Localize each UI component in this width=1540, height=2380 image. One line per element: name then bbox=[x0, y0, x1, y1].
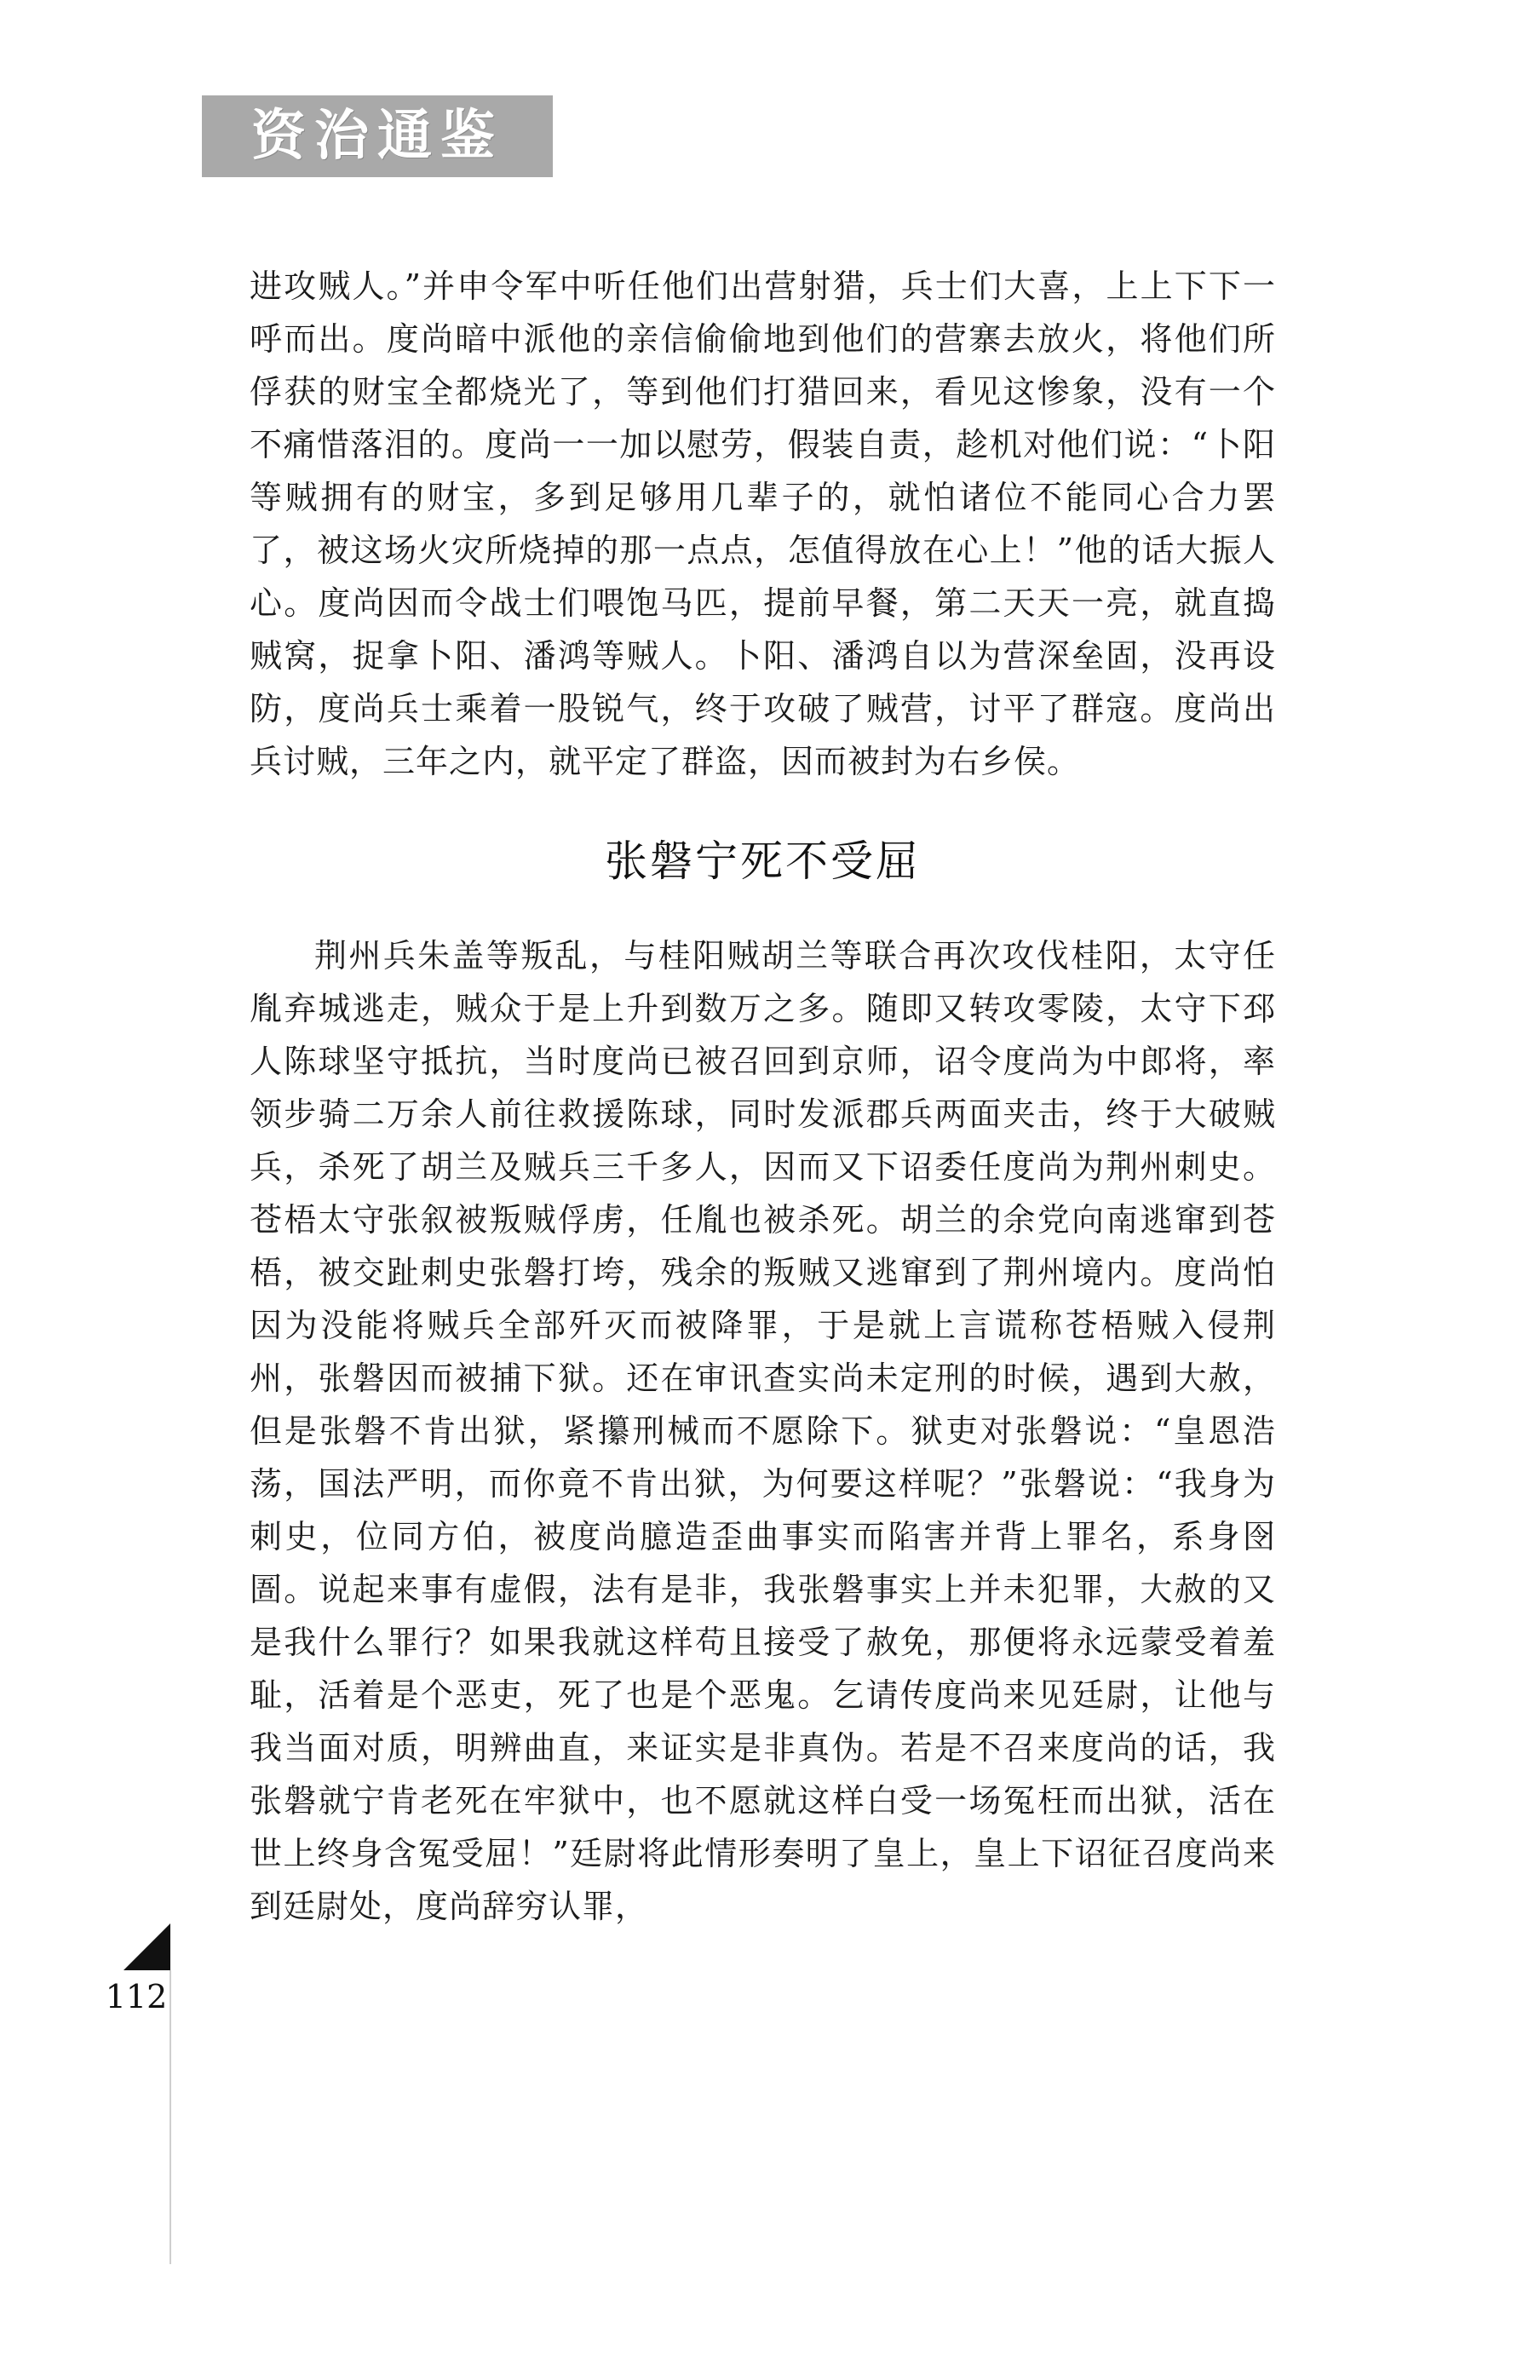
paragraph-section-body: 荆州兵朱盖等叛乱，与桂阳贼胡兰等联合再次攻伐桂阳，太守任胤弃城逃走，贼众于是上升到数万之多。随即又转攻零陵，太守下邳人陈球坚守抵抗，当时度尚已被召回到京师，诏令度尚为中郎将，率领步骑二万余人前往救援陈球，同时发派郡兵两面夹击，终于大破贼兵，杀死了胡兰及贼兵三千多人，因而又下诏委任度尚为荆州刺史。苍梧太守张叙被叛贼俘虏，任胤也被杀死。胡兰的余党向南逃窜到苍梧，被交趾刺史张磐打垮，残余的叛贼又逃窜到了荆州境内。度尚怕因为没能将贼兵全部歼灭而被降罪，于是就上言谎称苍梧贼入侵荆州，张磐因而被捕下狱。还在审讯查实尚未定刑的时候，遇到大赦，但是张磐不肯出狱，紧攥刑械而不愿除下。狱吏对张磐说：“皇恩浩荡，国法严明，而你竟不肯出狱，为何要这样呢？”张磐说：“我身为刺史，位同方伯，被度尚臆造歪曲事实而陷害并背上罪名，系身囹圄。说起来事有虚假，法有是非，我张磐事实上并未犯罪，大赦的又是我什么罪行？如果我就这样苟且接受了赦免，那便将永远蒙受着羞耻，活着是个恶吏，死了也是个恶鬼。乞请传度尚来见廷尉，让他与我当面对质，明辨曲直，来证实是非真伪。若是不召来度尚的话，我张磐就宁肯老死在牢狱中，也不愿就这样白受一场冤枉而出狱，活在世上终身含冤受屈！”廷尉将此情形奏明了皇上，皇上下诏征召度尚来到廷尉处，度尚辞穷认罪， bbox=[250, 937, 1276, 1925]
paragraph-continuation: 进攻贼人。”并申令军中听任他们出营射猎，兵士们大喜，上上下下一呼而出。度尚暗中派他的亲信偷偷地到他们的营寨去放火，将他们所俘获的财宝全都烧光了，等到他们打猎回来，看见这惨象，没有一个不痛惜落泪的。度尚一一加以慰劳，假装自责，趁机对他们说：“卜阳等贼拥有的财宝，多到足够用几辈子的，就怕诸位不能同心合力罢了，被这场火灾所烧掉的那一点点，怎值得放在心上！”他的话大振人心。度尚因而令战士们喂饱马匹，提前早餐，第二天天一亮，就直捣贼窝，捉拿卜阳、潘鸿等贼人。卜阳、潘鸿自以为营深垒固，没再设防，度尚兵士乘着一股锐气，终于攻破了贼营，讨平了群寇。度尚出兵讨贼，三年之内，就平定了群盗，因而被封为右乡侯。 bbox=[250, 267, 1276, 780]
page-corner-triangle-icon bbox=[124, 1923, 170, 1970]
book-title-banner bbox=[202, 95, 553, 177]
page-content bbox=[250, 260, 1276, 1933]
margin-divider bbox=[170, 1970, 171, 2264]
section-title: 张磐宁死不受屈 bbox=[605, 836, 921, 886]
page-number: 112 bbox=[105, 1978, 168, 2015]
book-title: 资治通鉴 bbox=[251, 105, 503, 168]
